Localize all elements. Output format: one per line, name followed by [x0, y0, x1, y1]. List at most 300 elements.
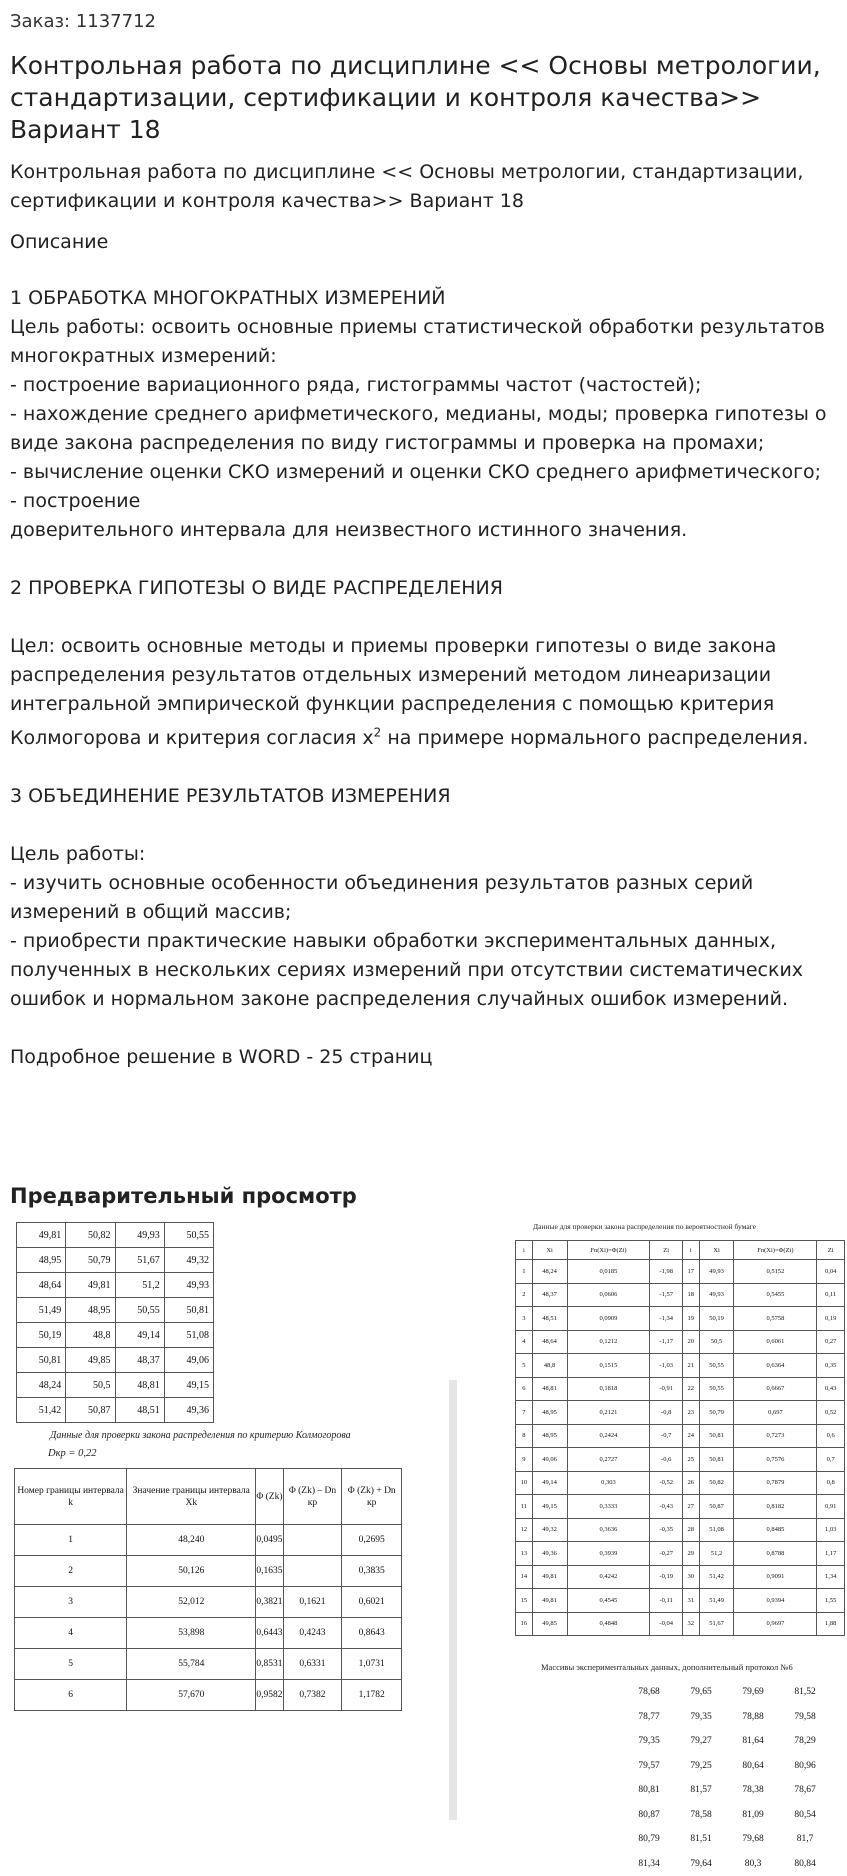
table-cell: 0,6667 — [734, 1377, 817, 1401]
table-cell: 0,04 — [817, 1260, 845, 1284]
table-cell: 51,49 — [699, 1589, 734, 1613]
table-cell: 0,0909 — [567, 1307, 650, 1331]
table-row — [15, 1587, 402, 1618]
table-cell: 0,35 — [817, 1354, 845, 1378]
table-cell: 48,8 — [532, 1354, 567, 1378]
table-cell: 0,8788 — [734, 1542, 817, 1566]
kolmogorov-caption: Данные для проверки закона распределения по критерию Колмогорова — [50, 1430, 351, 1441]
table-cell: 0,8182 — [734, 1495, 817, 1519]
table-cell: 50,5 — [66, 1373, 115, 1398]
table-row — [623, 1852, 831, 1876]
table-cell: -1,34 — [650, 1307, 682, 1331]
table-cell: 50,5 — [699, 1330, 734, 1354]
table-cell: 48,95 — [532, 1424, 567, 1448]
table-cell: 17 — [682, 1260, 699, 1284]
page-subtitle: Контрольная работа по дисциплине << Основы метрологии, стандартизации, сертификации и контроля качества>> Вариант 18 — [10, 158, 837, 216]
table-cell: 1 — [15, 1525, 127, 1556]
table-cell: 0,6443 — [256, 1618, 283, 1649]
table-row — [15, 1525, 402, 1556]
table-header-cell: i — [682, 1241, 699, 1260]
table-cell — [283, 1525, 342, 1556]
table-cell: 0,7273 — [734, 1424, 817, 1448]
table-cell: 79,65 — [675, 1680, 727, 1705]
table-cell: 0,9394 — [734, 1589, 817, 1613]
table-header-cell: Xi — [532, 1241, 567, 1260]
table-cell: 0,1515 — [567, 1354, 650, 1378]
table-cell: 50,19 — [699, 1307, 734, 1331]
section1-heading: 1 ОБРАБОТКА МНОГОКРАТНЫХ ИЗМЕРЕНИЙ — [10, 287, 446, 309]
table-cell: 49,15 — [164, 1373, 213, 1398]
table-cell: 49,15 — [532, 1495, 567, 1519]
table-cell: 1,17 — [817, 1542, 845, 1566]
table-cell: 0,3835 — [342, 1556, 402, 1587]
table-cell: 78,58 — [675, 1803, 727, 1828]
table-row — [516, 1307, 845, 1331]
table-cell: 51,2 — [115, 1273, 164, 1298]
table-cell: 9 — [516, 1448, 533, 1472]
table-row — [623, 1827, 831, 1852]
table-cell: 1 — [516, 1260, 533, 1284]
table-cell: 48,37 — [532, 1283, 567, 1307]
probability-paper-caption: Данные для проверки закона распределения по вероятностной бумаге — [533, 1222, 756, 1231]
table-header-cell: Zi — [817, 1241, 845, 1260]
section2-text — [10, 635, 808, 749]
preview-page-left[interactable] — [10, 1222, 405, 1602]
table-cell: 48,95 — [17, 1248, 66, 1273]
table-cell: 51,08 — [164, 1323, 213, 1348]
table-cell: 50,81 — [699, 1424, 734, 1448]
table-cell: 50,81 — [17, 1348, 66, 1373]
table-cell: 0,7 — [817, 1448, 845, 1472]
table-cell: 27 — [682, 1495, 699, 1519]
table-cell: 1,88 — [817, 1612, 845, 1636]
table-cell: 51,49 — [17, 1298, 66, 1323]
table-cell: 48,240 — [127, 1525, 256, 1556]
table-cell: 2 — [516, 1283, 533, 1307]
table-cell: 0,4545 — [567, 1589, 650, 1613]
table-cell: -0,91 — [650, 1377, 682, 1401]
table-header-cell: Φ (Zk) – Dn кр — [283, 1469, 342, 1525]
table-cell: 49,14 — [115, 1323, 164, 1348]
table-cell: -0,8 — [650, 1401, 682, 1425]
table-cell: 49,81 — [17, 1223, 66, 1248]
table-cell: 49,32 — [164, 1248, 213, 1273]
table-row — [516, 1542, 845, 1566]
table-row — [623, 1778, 831, 1803]
table-cell: 78,67 — [779, 1778, 831, 1803]
table-cell: 22 — [682, 1377, 699, 1401]
table-cell: 1,55 — [817, 1589, 845, 1613]
table-cell: 0,2121 — [567, 1401, 650, 1425]
table-cell: 0,8531 — [256, 1649, 283, 1680]
table-row — [516, 1612, 845, 1636]
table-cell: 51,08 — [699, 1518, 734, 1542]
table-cell: 49,81 — [532, 1589, 567, 1613]
table-cell: 50,87 — [66, 1398, 115, 1423]
table-row — [17, 1223, 214, 1248]
table-row — [17, 1373, 214, 1398]
table-cell: 30 — [682, 1565, 699, 1589]
table-cell: 28 — [682, 1518, 699, 1542]
table-cell: 50,126 — [127, 1556, 256, 1587]
table-cell: 48,8 — [66, 1323, 115, 1348]
table-cell: -1,17 — [650, 1330, 682, 1354]
table-cell: 78,29 — [779, 1729, 831, 1754]
table-row — [17, 1248, 214, 1273]
table-cell: 48,64 — [17, 1273, 66, 1298]
section2-text-end: на примере нормального распределения. — [381, 727, 808, 749]
table-row — [623, 1705, 831, 1730]
table-cell: -0,43 — [650, 1495, 682, 1519]
table-cell: -0,35 — [650, 1518, 682, 1542]
table-cell: 50,55 — [164, 1223, 213, 1248]
table-cell: 0,9091 — [734, 1565, 817, 1589]
table-cell: 0,27 — [817, 1330, 845, 1354]
table-header-cell: i — [516, 1241, 533, 1260]
table-cell: 50,79 — [66, 1248, 115, 1273]
table-cell: 18 — [682, 1283, 699, 1307]
table-cell: 13 — [516, 1542, 533, 1566]
table-cell: 0,9697 — [734, 1612, 817, 1636]
table-cell: 78,68 — [623, 1680, 675, 1705]
section1-text: Цель работы: освоить основные приемы статистической обработки результатов многократных измерений: - построение вариационного ряда, гистограммы частот (частостей); - нахождение среднего арифметического, медианы, моды; проверка гипотезы о виде закона распределения по виду гистограммы и проверка на промахи; - вычисление оценки СКО измерений и оценки СКО среднего арифметического; - построение доверительного интервала для неизвестного истинного значения. — [10, 316, 827, 541]
table-cell: 51,42 — [699, 1565, 734, 1589]
table-cell: 0,2695 — [342, 1525, 402, 1556]
table-cell: 4 — [516, 1330, 533, 1354]
table-cell: 0,4242 — [567, 1565, 650, 1589]
table-cell: -0,11 — [650, 1589, 682, 1613]
table-cell: 1,03 — [817, 1518, 845, 1542]
table-cell: 50,79 — [699, 1401, 734, 1425]
table-cell: 49,93 — [699, 1260, 734, 1284]
table-cell: 0,4848 — [567, 1612, 650, 1636]
table-cell: 48,81 — [115, 1373, 164, 1398]
table-cell: 21 — [682, 1354, 699, 1378]
table-cell: 23 — [682, 1401, 699, 1425]
table-cell: 0,1818 — [567, 1377, 650, 1401]
table-cell: 4 — [15, 1618, 127, 1649]
table-row — [516, 1424, 845, 1448]
table-cell: -0,7 — [650, 1424, 682, 1448]
table-cell: 55,784 — [127, 1649, 256, 1680]
table-cell: 0,19 — [817, 1307, 845, 1331]
table-cell: 48,64 — [532, 1330, 567, 1354]
table-row — [516, 1283, 845, 1307]
dcrit-label: Dкр = 0,22 — [48, 1448, 96, 1459]
table-row — [15, 1618, 402, 1649]
table-header-cell: Xi — [699, 1241, 734, 1260]
table-cell: 0,7576 — [734, 1448, 817, 1472]
table-row — [516, 1495, 845, 1519]
kolmogorov-table — [14, 1468, 402, 1711]
table-cell: 0,5758 — [734, 1307, 817, 1331]
table-cell: 32 — [682, 1612, 699, 1636]
table-cell: 48,24 — [532, 1260, 567, 1284]
table-cell: 31 — [682, 1589, 699, 1613]
section3-text: Цель работы: - изучить основные особенности объединения результатов разных серий измерений в общий массив; - приобрести практические навыки обработки экспериментальных данных, полученных в нескольких сериях измерений при отсутствии систематических ошибок и нормальном законе распределения случайных ошибок измерений. — [10, 843, 803, 1010]
table-cell: -1,57 — [650, 1283, 682, 1307]
measurements-grid — [16, 1222, 214, 1423]
table-cell: 0,52 — [817, 1401, 845, 1425]
table-cell: 0,6331 — [283, 1649, 342, 1680]
table-cell: 79,68 — [727, 1827, 779, 1852]
table-row — [15, 1680, 402, 1711]
table-cell: 79,69 — [727, 1680, 779, 1705]
table-cell: 0,6021 — [342, 1587, 402, 1618]
description-body — [10, 284, 837, 1072]
table-row — [516, 1565, 845, 1589]
table-cell: 51,42 — [17, 1398, 66, 1423]
table-cell: 48,95 — [66, 1298, 115, 1323]
section2-heading: 2 ПРОВЕРКА ГИПОТЕЗЫ О ВИДЕ РАСПРЕДЕЛЕНИЯ — [10, 577, 503, 599]
table-cell: 80,96 — [779, 1754, 831, 1779]
table-cell: 24 — [682, 1424, 699, 1448]
table-row — [17, 1298, 214, 1323]
preview-heading: Предварительный просмотр — [10, 1184, 357, 1208]
table-cell: 0,6364 — [734, 1354, 817, 1378]
table-cell: 0,6 — [817, 1424, 845, 1448]
table-cell: 0,3333 — [567, 1495, 650, 1519]
table-cell: 53,898 — [127, 1618, 256, 1649]
table-cell: 48,81 — [532, 1377, 567, 1401]
table-header-cell: Φ (Zk) — [256, 1469, 283, 1525]
table-cell: 49,32 — [532, 1518, 567, 1542]
table-cell: 0,0495 — [256, 1525, 283, 1556]
table-cell: 80,64 — [727, 1754, 779, 1779]
table-cell: 51,67 — [115, 1248, 164, 1273]
table-cell: 5 — [516, 1354, 533, 1378]
table-cell: 79,58 — [779, 1705, 831, 1730]
table-cell: 80,79 — [623, 1827, 675, 1852]
table-cell: 81,51 — [675, 1827, 727, 1852]
table-cell: 49,93 — [115, 1223, 164, 1248]
table-cell: 25 — [682, 1448, 699, 1472]
table-cell: 5 — [15, 1649, 127, 1680]
table-cell: 0,7382 — [283, 1680, 342, 1711]
table-cell: 0,11 — [817, 1283, 845, 1307]
table-cell: 50,55 — [699, 1354, 734, 1378]
table-cell: 51,67 — [699, 1612, 734, 1636]
table-cell: 49,85 — [532, 1612, 567, 1636]
table-row — [516, 1377, 845, 1401]
table-cell: 6 — [516, 1377, 533, 1401]
table-cell: 2 — [15, 1556, 127, 1587]
table-cell: 78,38 — [727, 1778, 779, 1803]
table-cell: 80,3 — [727, 1852, 779, 1876]
table-cell: 8 — [516, 1424, 533, 1448]
table-cell: 49,81 — [532, 1565, 567, 1589]
table-cell: 0,8485 — [734, 1518, 817, 1542]
table-cell: 78,77 — [623, 1705, 675, 1730]
table-cell: 0,1212 — [567, 1330, 650, 1354]
table-header-cell: Φ (Zk) + Dn кр — [342, 1469, 402, 1525]
table-cell: 81,64 — [727, 1729, 779, 1754]
table-cell: 0,3939 — [567, 1542, 650, 1566]
table-cell: -0,6 — [650, 1448, 682, 1472]
table-cell: 49,14 — [532, 1471, 567, 1495]
table-row — [17, 1273, 214, 1298]
preview-page-right[interactable] — [505, 1210, 847, 1820]
description-heading: Описание — [10, 228, 837, 256]
table-cell: 49,93 — [164, 1273, 213, 1298]
table-cell: 14 — [516, 1565, 533, 1589]
page-title: Контрольная работа по дисциплине << Основы метрологии, стандартизации, сертификации и контроля качества>> Вариант 18 — [10, 50, 837, 146]
table-cell: 0,697 — [734, 1401, 817, 1425]
table-cell: 81,52 — [779, 1680, 831, 1705]
table-cell: 10 — [516, 1471, 533, 1495]
table-row — [17, 1348, 214, 1373]
table-cell: 1,1782 — [342, 1680, 402, 1711]
table-row — [516, 1330, 845, 1354]
table-cell: 49,85 — [66, 1348, 115, 1373]
table-cell: 0,8643 — [342, 1618, 402, 1649]
table-cell: 48,95 — [532, 1401, 567, 1425]
table-cell: 50,81 — [164, 1298, 213, 1323]
table-cell: 0,43 — [817, 1377, 845, 1401]
order-number: Заказ: 1137712 — [10, 10, 837, 34]
experimental-arrays-table — [623, 1680, 831, 1876]
table-cell: -0,19 — [650, 1565, 682, 1589]
table-cell: 15 — [516, 1589, 533, 1613]
table-cell: -0,04 — [650, 1612, 682, 1636]
table-cell: 79,57 — [623, 1754, 675, 1779]
table-cell: 19 — [682, 1307, 699, 1331]
table-cell — [283, 1556, 342, 1587]
table-cell: 50,19 — [17, 1323, 66, 1348]
table-cell: 6 — [15, 1680, 127, 1711]
table-cell: 3 — [15, 1587, 127, 1618]
table-header-row — [15, 1469, 402, 1525]
table-cell: 0,0185 — [567, 1260, 650, 1284]
table-cell: 3 — [516, 1307, 533, 1331]
table-cell: 78,88 — [727, 1705, 779, 1730]
table-cell: 52,012 — [127, 1587, 256, 1618]
table-cell: 79,27 — [675, 1729, 727, 1754]
table-row — [15, 1649, 402, 1680]
table-cell: 0,1635 — [256, 1556, 283, 1587]
table-cell: 80,87 — [623, 1803, 675, 1828]
table-row — [17, 1323, 214, 1348]
table-cell: 0,0606 — [567, 1283, 650, 1307]
section3-heading: 3 ОБЪЕДИНЕНИЕ РЕЗУЛЬТАТОВ ИЗМЕРЕНИЯ — [10, 785, 451, 807]
table-cell: 0,5455 — [734, 1283, 817, 1307]
table-cell: 48,24 — [17, 1373, 66, 1398]
table-row — [623, 1803, 831, 1828]
table-row — [516, 1448, 845, 1472]
table-row — [516, 1518, 845, 1542]
table-row — [623, 1680, 831, 1705]
table-cell: 0,6061 — [734, 1330, 817, 1354]
table-cell: 20 — [682, 1330, 699, 1354]
table-cell: 0,8 — [817, 1471, 845, 1495]
table-cell: 12 — [516, 1518, 533, 1542]
table-cell: -0,52 — [650, 1471, 682, 1495]
table-cell: 1,0731 — [342, 1649, 402, 1680]
table-cell: 29 — [682, 1542, 699, 1566]
table-header-row — [516, 1241, 845, 1260]
table-cell: 0,2424 — [567, 1424, 650, 1448]
table-cell: 57,670 — [127, 1680, 256, 1711]
table-cell: -1,03 — [650, 1354, 682, 1378]
table-cell: 49,06 — [532, 1448, 567, 1472]
table-row — [17, 1398, 214, 1423]
table-cell: 49,36 — [164, 1398, 213, 1423]
table-cell: 79,35 — [623, 1729, 675, 1754]
table-cell: 26 — [682, 1471, 699, 1495]
table-cell: 80,54 — [779, 1803, 831, 1828]
table-cell: 0,9582 — [256, 1680, 283, 1711]
table-cell: 49,06 — [164, 1348, 213, 1373]
table-cell: 0,3821 — [256, 1587, 283, 1618]
table-cell: 48,37 — [115, 1348, 164, 1373]
table-cell: 50,55 — [699, 1377, 734, 1401]
table-row — [516, 1471, 845, 1495]
table-cell: 50,55 — [115, 1298, 164, 1323]
table-cell: 16 — [516, 1612, 533, 1636]
table-header-cell: Номер границы интервала k — [15, 1469, 127, 1525]
table-cell: 50,81 — [699, 1448, 734, 1472]
table-cell: -1,98 — [650, 1260, 682, 1284]
table-header-cell: Zi — [650, 1241, 682, 1260]
table-cell: 81,09 — [727, 1803, 779, 1828]
table-row — [516, 1589, 845, 1613]
table-cell: 7 — [516, 1401, 533, 1425]
table-header-cell: Значение границы интервала Xk — [127, 1469, 256, 1525]
table-row — [623, 1754, 831, 1779]
table-cell: 51,2 — [699, 1542, 734, 1566]
table-row — [623, 1729, 831, 1754]
table-row — [516, 1401, 845, 1425]
superscript: 2 — [374, 726, 382, 740]
table-cell: 49,93 — [699, 1283, 734, 1307]
table-header-cell: Fn(Xi)=Φ(Zi) — [734, 1241, 817, 1260]
table-cell: 50,82 — [66, 1223, 115, 1248]
table-cell: 79,35 — [675, 1705, 727, 1730]
table-cell: 48,51 — [115, 1398, 164, 1423]
table-cell: 0,91 — [817, 1495, 845, 1519]
table-cell: 50,87 — [699, 1495, 734, 1519]
table-cell: 81,34 — [623, 1852, 675, 1876]
probability-paper-table — [515, 1240, 845, 1636]
table-cell: 0,2727 — [567, 1448, 650, 1472]
table-cell: 0,3636 — [567, 1518, 650, 1542]
arrays-caption: Массивы экспериментальных данных, дополнительный протокол №6 — [541, 1662, 793, 1672]
table-cell: 50,82 — [699, 1471, 734, 1495]
table-cell: 79,25 — [675, 1754, 727, 1779]
table-cell: -0,27 — [650, 1542, 682, 1566]
table-cell: 0,4243 — [283, 1618, 342, 1649]
table-cell: 80,84 — [779, 1852, 831, 1876]
page-edge-shadow — [449, 1380, 457, 1820]
table-cell: 80,81 — [623, 1778, 675, 1803]
table-cell: 49,36 — [532, 1542, 567, 1566]
table-cell: 48,51 — [532, 1307, 567, 1331]
table-cell: 0,7879 — [734, 1471, 817, 1495]
table-cell: 49,81 — [66, 1273, 115, 1298]
table-cell: 81,7 — [779, 1827, 831, 1852]
table-cell: 0,1621 — [283, 1587, 342, 1618]
footer-text: Подробное решение в WORD - 25 страниц — [10, 1046, 432, 1068]
table-cell: 81,57 — [675, 1778, 727, 1803]
table-header-cell: Fn(Xi)=Φ(Zi) — [567, 1241, 650, 1260]
table-cell: 11 — [516, 1495, 533, 1519]
table-row — [516, 1354, 845, 1378]
table-row — [516, 1260, 845, 1284]
table-row — [15, 1556, 402, 1587]
table-cell: 1,34 — [817, 1565, 845, 1589]
table-cell: 79,64 — [675, 1852, 727, 1876]
table-cell: 0,303 — [567, 1471, 650, 1495]
